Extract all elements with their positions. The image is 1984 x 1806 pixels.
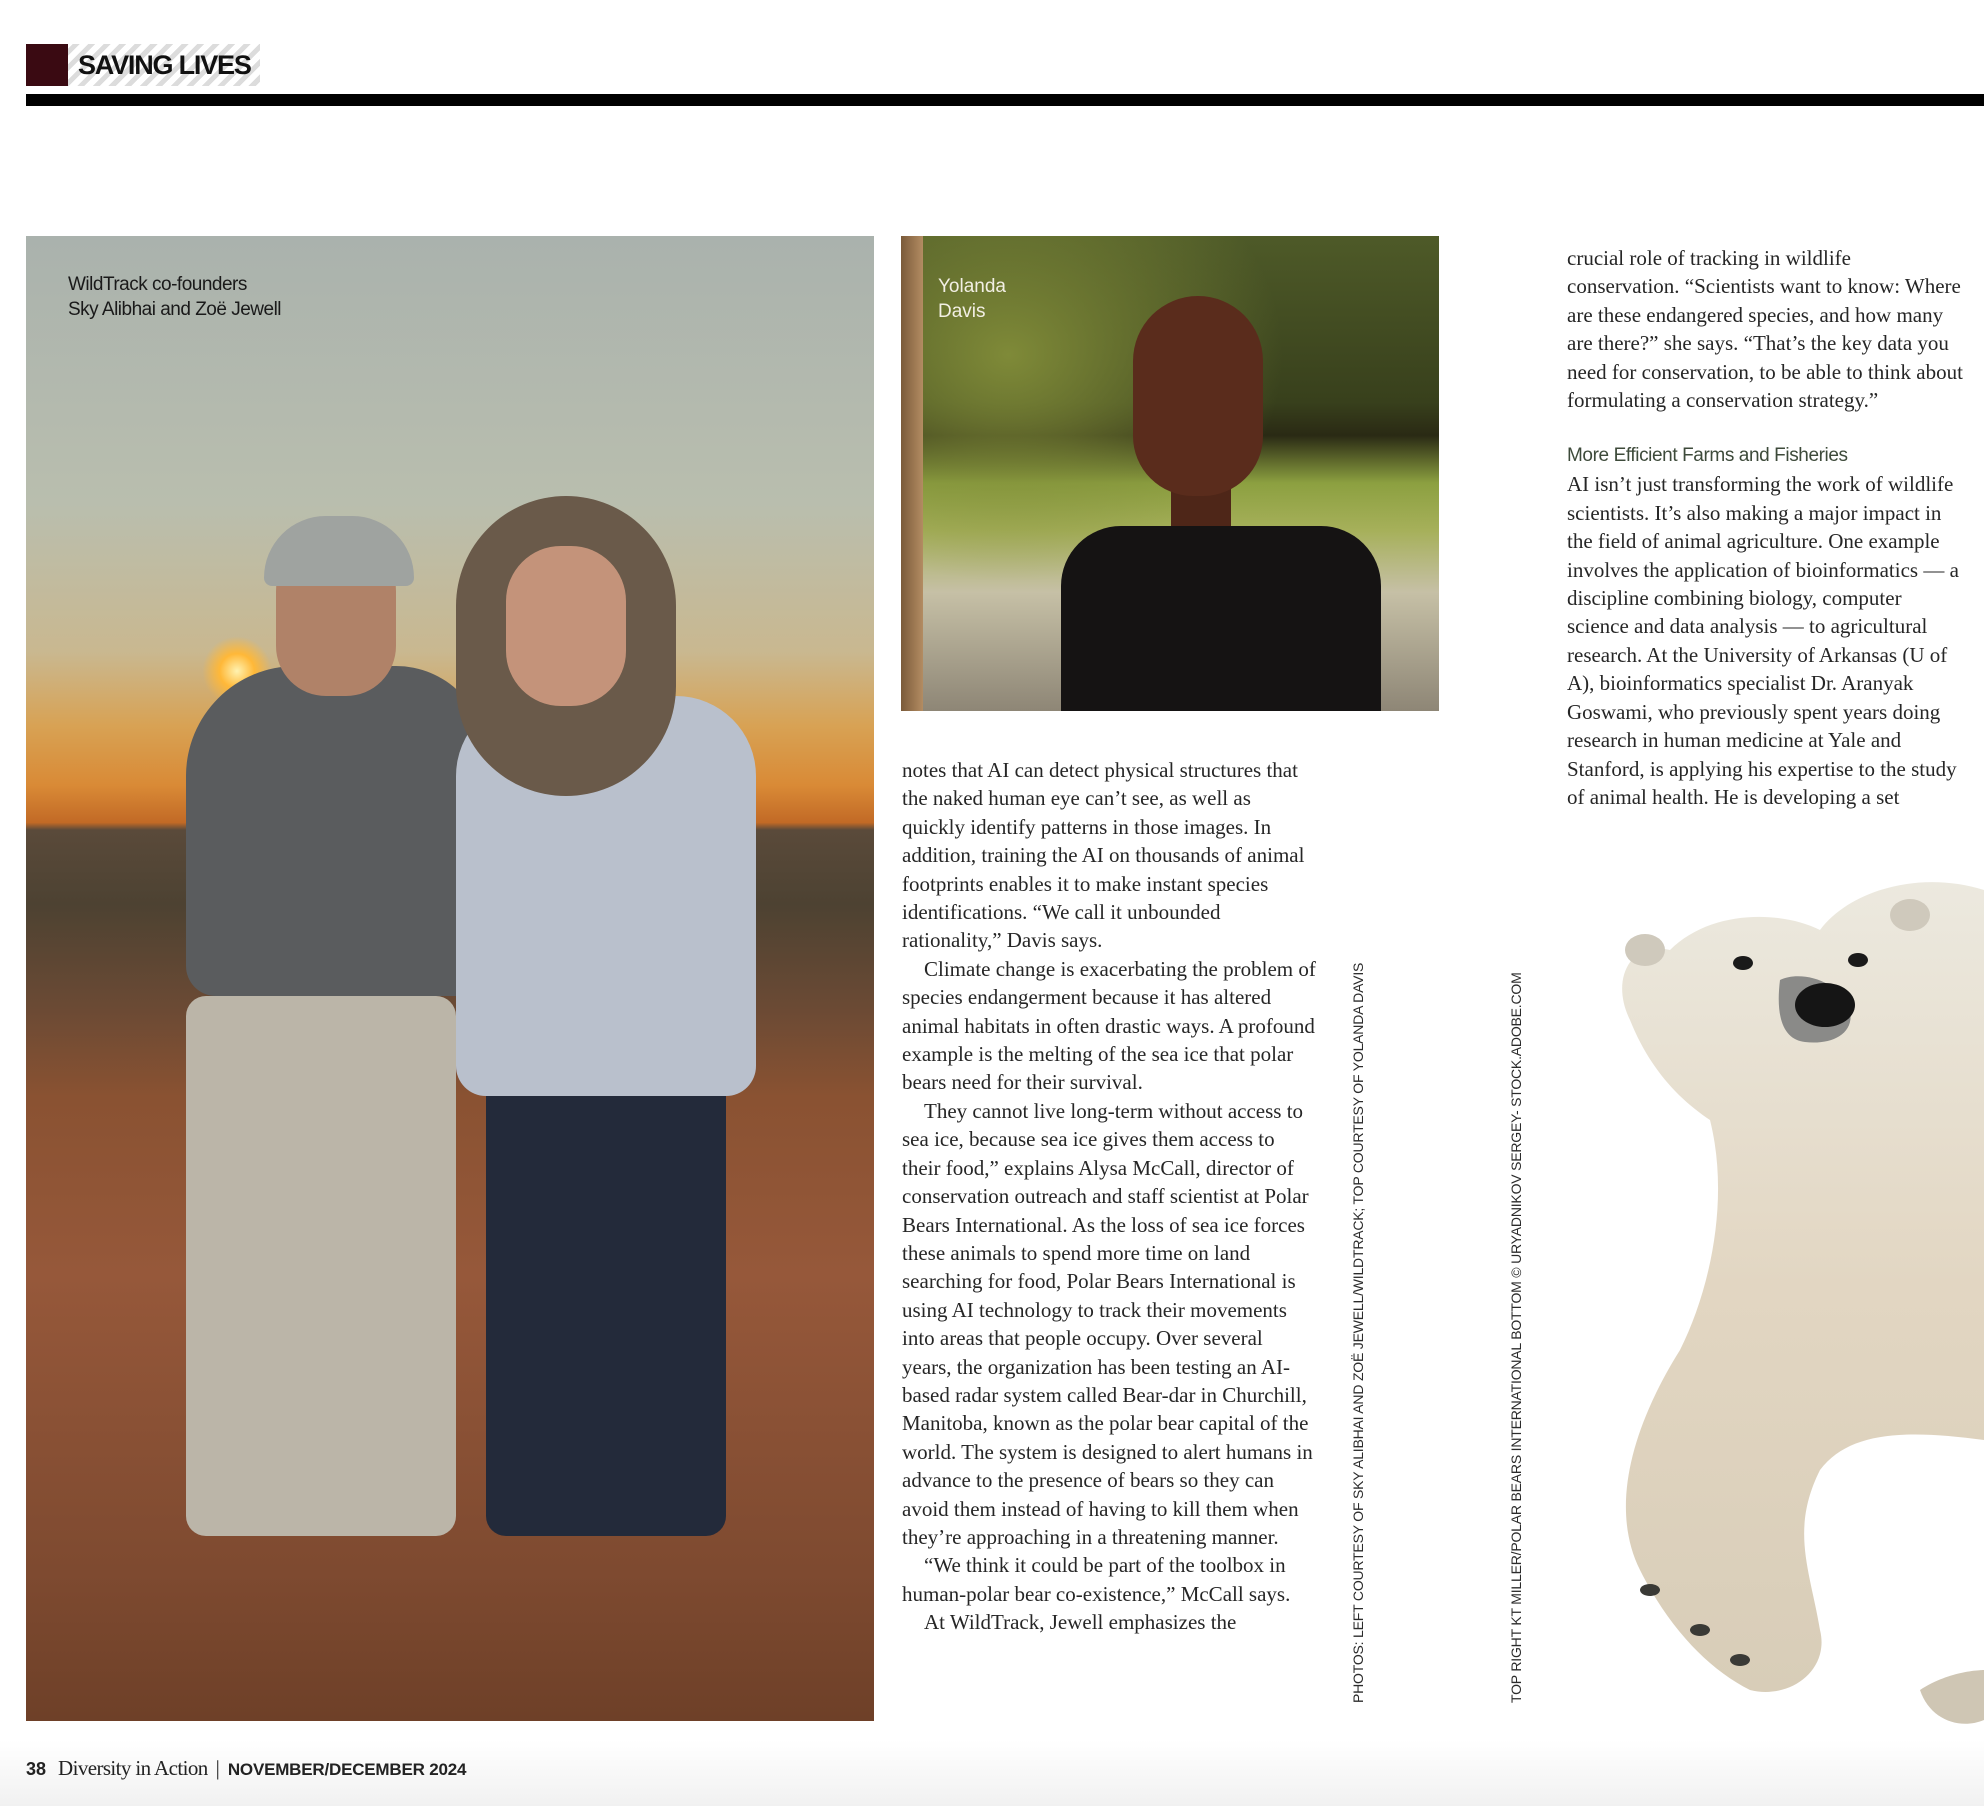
photo-figure [1133,296,1263,496]
photo-figure [506,546,626,706]
photo-figure [186,996,456,1536]
paragraph: “We think it could be part of the toolbox in human-polar bear co-existence,” McCall says. [902,1553,1291,1606]
photo-caption-left [68,272,281,322]
paragraph: Climate change is exacerbating the problem of species endangerment because it has altered animal habitats in often drastic ways. A profound example is the melting of the sea ice that polar bears need for their survival. [902,956,1316,1095]
paragraph: They cannot live long-term without access to sea ice, because sea ice gives them access to their food,” explains Alysa McCall, director of conservation outreach and staff scientist at Polar Bears International. As the loss of sea ice forces these animals to spend more time on land searching for food, Polar Bears International is using AI technology to track their movements into areas that people occupy. Over several years, the organization has been testing an AI-based radar system called Bear-dar in Churchill, Manitoba, known as the polar bear capital of the world. The system is designed to alert humans in advance to the presence of bears so they can avoid them instead of having to kill them when they’re approaching in a threatening manner. [902,1098,1313,1549]
page-footer [26,1756,466,1781]
photo-wildtrack-cofounders [26,236,874,1721]
caption-line: Sky Alibhai and Zoë Jewell [68,299,282,320]
photo-yolanda-davis [901,236,1439,711]
photo-credit: PHOTOS: LEFT COURTESY OF SKY ALIBHAI AND ZOË JEWELL/WILDTRACK; TOP COURTESY OF YOLANDA DAVIS [1350,962,1366,1703]
paragraph: notes that AI can detect physical structures that the naked human eye can’t see, as well as quickly identify patterns in those images. In addition, training the AI on thousands of animal footprints enables it to make instant species identifications. “We call it unbounded rationality,” Davis says. [902,758,1305,953]
caption-line: Yolanda [938,276,1006,297]
article-column-middle [902,756,1317,1637]
article-column-right [1567,244,1967,811]
header-rule [26,94,1984,106]
footer-separator: | [215,1756,220,1780]
photo-figure [186,666,486,996]
caption-line: Davis [938,301,986,322]
photo-background-post [901,236,923,711]
issue-date: NOVEMBER/DECEMBER 2024 [227,1760,467,1779]
section-color-block [26,44,68,86]
section-label: SAVING LIVES [78,50,251,80]
magazine-title: Diversity in Action [58,1756,208,1780]
caption-line: WildTrack co-founders [68,274,247,295]
photo-figure [1061,526,1381,711]
polar-bear-photo [1590,870,1984,1750]
photo-figure [486,1076,726,1536]
paragraph: crucial role of tracking in wildlife conservation. “Scientists want to know: Where are these endangered species, and how many are there?” she says. “That’s the key data you need for conservation, to be able to think about formulating a conservation strategy.” [1567,246,1963,413]
photo-caption-top [938,274,1006,324]
paragraph: AI isn’t just transforming the work of wildlife scientists. It’s also making a major impact in the field of animal agriculture. One example involves the application of bioinformatics — a discipline combining biology, computer science and data analysis — to agricultural research. At the University of Arkansas (U of A), bioinformatics specialist Dr. Aranyak Goswami, who previously spent years doing research in human medicine at Yale and Stanford, is applying his expertise to the study of animal health. He is developing a set [1567,472,1959,809]
photo-figure [264,516,414,586]
section-tag [26,44,260,86]
paragraph: At WildTrack, Jewell emphasizes the [924,1610,1237,1635]
photo-credit: TOP RIGHT KT MILLER/POLAR BEARS INTERNATIONAL BOTTOM © URYADNIKOV SERGEY- STOCK.ADOBE.COM [1508,972,1524,1703]
section-subhead: More Efficient Farms and Fisheries [1567,445,1848,467]
page-number: 38 [26,1759,47,1779]
